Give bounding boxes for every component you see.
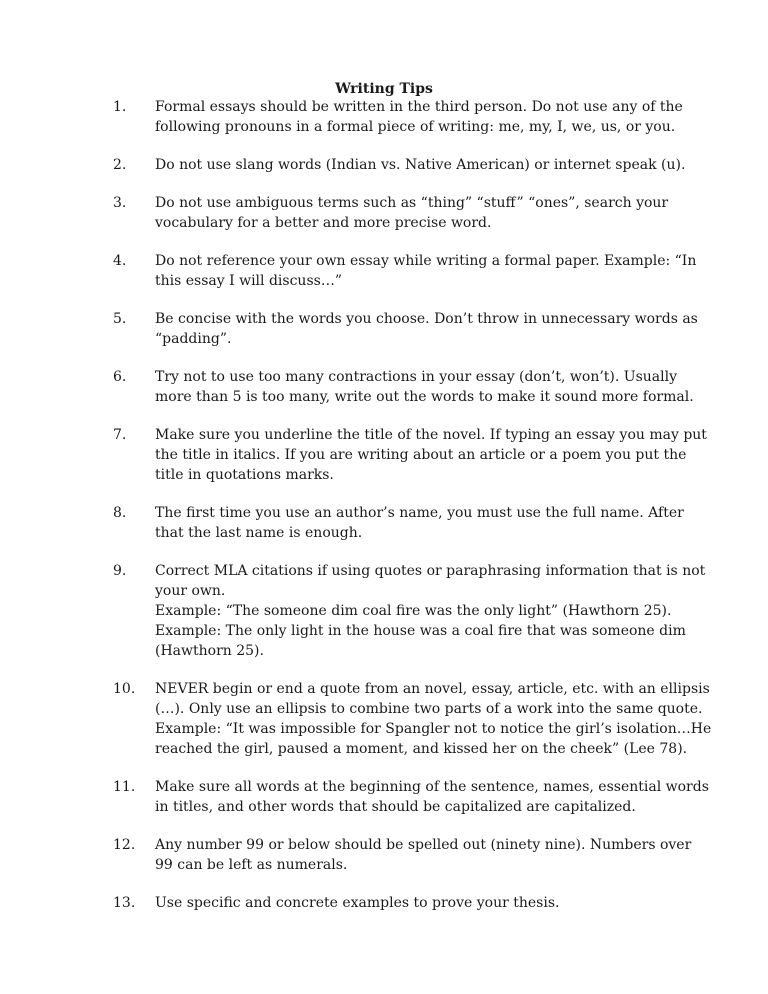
tip-text-line: Any number 99 or below should be spelled out (ninety nine). Numbers over bbox=[155, 837, 692, 853]
tip-text-line: Try not to use too many contractions in your essay (don’t, won’t). Usually bbox=[155, 369, 677, 385]
tip-item bbox=[113, 309, 698, 349]
tip-text-line: more than 5 is too many, write out the words to make it sound more formal. bbox=[155, 389, 694, 405]
tip-item bbox=[113, 97, 683, 137]
tip-text-line: reached the girl, paused a moment, and kissed her on the cheek” (Lee 78). bbox=[155, 741, 688, 757]
page-title: Writing Tips bbox=[335, 81, 433, 97]
tip-number: 8. bbox=[113, 505, 127, 521]
tip-text-line: Use specific and concrete examples to prove your thesis. bbox=[155, 895, 560, 911]
tip-number: 12. bbox=[113, 837, 136, 853]
tip-item bbox=[113, 425, 707, 485]
tip-text-line: Formal essays should be written in the third person. Do not use any of the bbox=[155, 99, 683, 115]
tip-text-line: that the last name is enough. bbox=[155, 525, 363, 541]
tip-text bbox=[155, 835, 691, 875]
tip-item bbox=[113, 251, 697, 291]
tip-text-line: your own. bbox=[155, 583, 226, 599]
tip-number: 4. bbox=[113, 253, 127, 269]
tip-text-line: NEVER begin or end a quote from an novel, essay, article, etc. with an ellipsis bbox=[155, 681, 710, 697]
tip-number: 6. bbox=[113, 369, 127, 385]
tip-item bbox=[113, 893, 673, 913]
tip-text bbox=[155, 561, 705, 661]
tip-text bbox=[155, 367, 694, 407]
tip-text bbox=[155, 679, 711, 759]
tip-text bbox=[155, 425, 707, 485]
tip-text-line: Do not use slang words (Indian vs. Native American) or internet speak (u). bbox=[155, 157, 686, 173]
tip-number: 7. bbox=[113, 427, 127, 443]
tip-text-line: (Hawthorn 25). bbox=[155, 643, 264, 659]
tip-text bbox=[155, 309, 698, 349]
tip-number: 13. bbox=[113, 895, 136, 911]
tip-text-line: Do not use ambiguous terms such as “thing” “stuff” “ones”, search your bbox=[155, 195, 669, 211]
tip-number: 5. bbox=[113, 311, 127, 327]
tip-number: 9. bbox=[113, 563, 127, 579]
tip-text bbox=[155, 155, 685, 175]
tip-item bbox=[113, 155, 686, 175]
tip-number: 1. bbox=[113, 99, 127, 115]
tip-text-line: 99 can be left as numerals. bbox=[155, 857, 348, 873]
tip-text-line: title in quotations marks. bbox=[155, 467, 334, 483]
tip-number: 2. bbox=[113, 157, 127, 173]
tip-text-line: Example: “The someone dim coal fire was the only light” (Hawthorn 25). bbox=[155, 603, 672, 619]
tip-item bbox=[113, 503, 684, 543]
tip-item bbox=[113, 561, 706, 661]
tip-item bbox=[113, 777, 709, 817]
tip-item bbox=[113, 679, 712, 759]
tip-text bbox=[155, 251, 696, 291]
tips-list bbox=[113, 97, 712, 931]
tip-text-line: (…). Only use an ellipsis to combine two parts of a work into the same quote. bbox=[155, 701, 703, 717]
tip-text bbox=[155, 503, 684, 543]
tip-text-line: Make sure you underline the title of the novel. If typing an essay you may put bbox=[155, 427, 707, 443]
tip-text bbox=[155, 193, 673, 233]
tip-text-line: Make sure all words at the beginning of the sentence, names, essential words bbox=[155, 779, 709, 795]
tip-text bbox=[155, 97, 683, 137]
tip-text-line: Do not reference your own essay while writing a formal paper. Example: “In bbox=[155, 253, 697, 269]
tip-text-line: the title in italics. If you are writing about an article or a poem you put the bbox=[155, 447, 687, 463]
tip-item bbox=[113, 367, 694, 407]
tip-text-line: Example: “It was impossible for Spangler not to notice the girl’s isolation…He bbox=[155, 721, 712, 737]
tip-text-line: Correct MLA citations if using quotes or paraphrasing information that is not bbox=[155, 563, 706, 579]
tip-text-line: The first time you use an author’s name, you must use the full name. After bbox=[155, 505, 684, 521]
tip-text bbox=[155, 777, 709, 817]
tip-text-line: Be concise with the words you choose. Don’t throw in unnecessary words as bbox=[155, 311, 698, 327]
tip-number: 10. bbox=[113, 681, 136, 697]
tip-number: 3. bbox=[113, 195, 127, 211]
tip-item bbox=[113, 835, 692, 875]
tip-text-line: in titles, and other words that should be capitalized are capitalized. bbox=[155, 799, 636, 815]
tip-text-line: “padding”. bbox=[155, 331, 232, 347]
tip-item bbox=[113, 193, 673, 233]
tip-text-line: Example: The only light in the house was a coal fire that was someone dim bbox=[155, 623, 686, 639]
tip-number: 11. bbox=[113, 779, 136, 795]
tip-text-line: this essay I will discuss…” bbox=[155, 273, 342, 289]
tip-text-line: vocabulary for a better and more precise word. bbox=[155, 215, 492, 231]
tip-text-line: following pronouns in a formal piece of writing: me, my, I, we, us, or you. bbox=[155, 119, 676, 135]
tip-text bbox=[155, 893, 673, 913]
